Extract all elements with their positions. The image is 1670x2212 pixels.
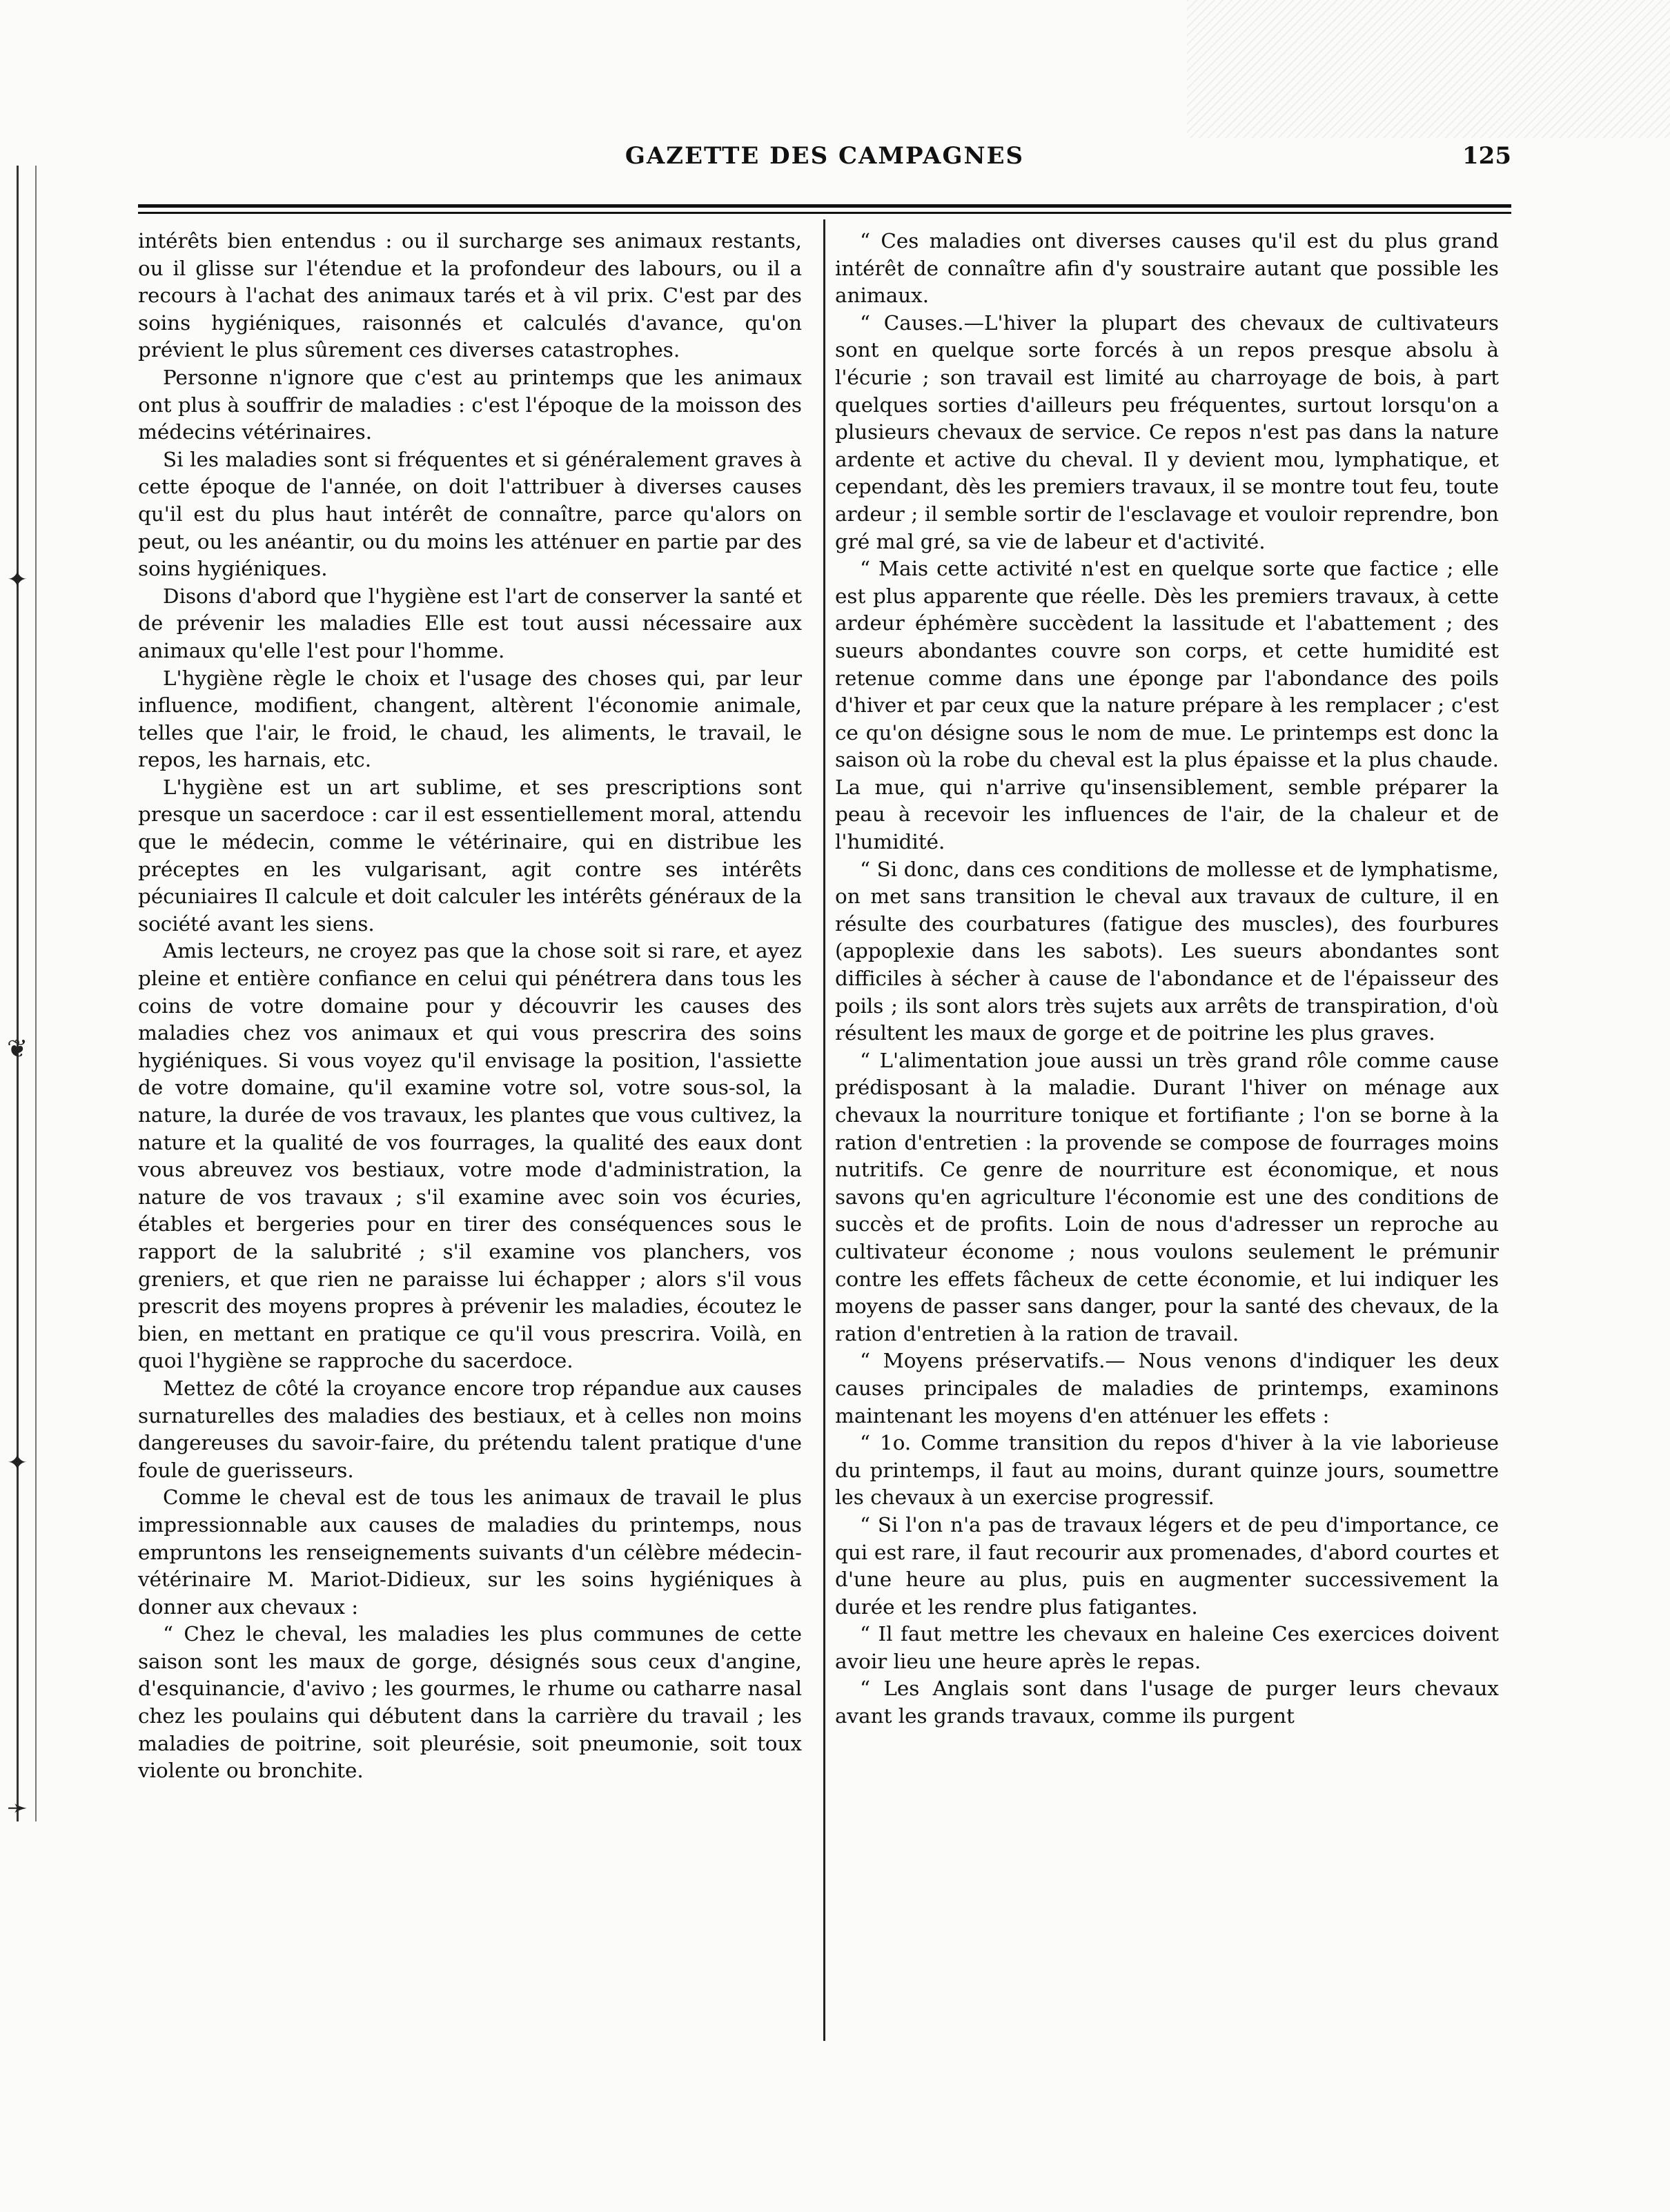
paragraph: “ Ces maladies ont diverses causes qu'il est du plus grand intérêt de connaître afin d'y soustraire autant que possible les animaux. bbox=[835, 229, 1499, 308]
paragraph: L'hygiène règle le choix et l'usage des choses qui, par leur influence, modifient, changent, altèrent l'économie animale, telles que l'air, le froid, le chaud, les aliments, le travail, le repos, les harnais, etc. bbox=[138, 666, 802, 772]
left-column bbox=[138, 228, 802, 1785]
paragraph: L'hygiène est un art sublime, et ses prescriptions sont presque un sacerdoce : car il est essentiellement moral, attendu que le médecin, comme le vétérinaire, qui en distribue les préceptes en les vulgarisant, agit contre ses intérêts pécuniaires Il calcule et doit calculer les intérêts généraux de la société avant les siens. bbox=[138, 775, 802, 936]
paragraph: “ Les Anglais sont dans l'usage de purger leurs chevaux avant les grands travaux, comme ils purgent bbox=[835, 1677, 1499, 1728]
paragraph: Disons d'abord que l'hygiène est l'art de conserver la santé et de prévenir les maladies Elle est tout aussi nécessaire aux animaux qu'elle l'est pour l'homme. bbox=[138, 584, 802, 662]
paragraph: Personne n'ignore que c'est au printemps que les animaux ont plus à souffrir de maladies : c'est l'époque de la moisson des médecins vétérinaires. bbox=[138, 365, 802, 444]
paragraph: Comme le cheval est de tous les animaux de travail le plus impressionnable aux causes de maladies du printemps, nous empruntons les renseignements suivants d'un célèbre médecin-vétérinaire M. Mariot-Didieux, sur les soins hygiéniques à donner aux chevaux : bbox=[138, 1485, 802, 1619]
header-rule-thick bbox=[138, 204, 1511, 208]
binding-edge bbox=[17, 166, 37, 1821]
paragraph: “ Chez le cheval, les maladies les plus communes de cette saison sont les maux de gorge, désignés sous ceux d'angine, d'esquinancie, d'avivo ; les gourmes, le rhume ou catharre nasal chez les poulains qui débutent dans la carrière du travail ; les maladies de poitrine, soit pleurésie, soit pneumonie, soit toux violente ou bronchite. bbox=[138, 1622, 802, 1783]
paragraph: intérêts bien entendus : ou il surcharge ses animaux restants, ou il glisse sur l'étendue et la profondeur des labours, ou il a recours à l'achat des animaux tarés et à vil prix. C'est par des soins hygiéniques, raisonnés et calculés d'avance, qu'on prévient le plus sûrement ces diverses catastrophes. bbox=[138, 229, 802, 362]
paragraph: “ Causes.—L'hiver la plupart des chevaux de cultivateurs sont en quelque sorte forcés à un repos presque absolu à l'écurie ; son travail est limité au charroyage de bois, à part quelques sorties d'ailleurs peu fréquentes, surtout lorsqu'on a plusieurs chevaux de service. Ce repos n'est pas dans la nature ardente et active du cheval. Il y devient mou, lymphatique, et cependant, dès les premiers travaux, il se montre tout feu, toute ardeur ; il semble sortir de l'esclavage et vouloir reprendre, bon gré mal gré, sa vie de labeur et d'activité. bbox=[835, 310, 1499, 553]
paragraph: “ Si l'on n'a pas de travaux légers et de peu d'importance, ce qui est rare, il faut recourir aux promenades, d'abord courtes et d'une heure au plus, puis en augmenter successivement la durée et les rendre plus fatigantes. bbox=[835, 1512, 1499, 1619]
binding-mark: ✦ bbox=[7, 1449, 28, 1477]
paragraph: “ Si donc, dans ces conditions de mollesse et de lymphatisme, on met sans transition le cheval aux travaux de culture, il en résulte des courbatures (fatigue des muscles), des fourbures (appoplexie dans les sabots). Les sueurs abondantes sont difficiles à sécher à cause de l'abondance et de l'épaisseur des poils ; ils sont alors très sujets aux arrêts de transpiration, d'où résultent les maux de gorge et de poitrine les plus graves. bbox=[835, 857, 1499, 1045]
paragraph: “ Mais cette activité n'est en quelque sorte que factice ; elle est plus apparente que réelle. Dès les premiers travaux, à cette ardeur éphémère succèdent la lassitude et l'abattement ; des sueurs abondantes couvre son corps, et cette humidité est retenue comme dans une éponge par l'abondance des poils d'hiver et par ceux que la nature prépare à les remplacer ; c'est ce qu'on désigne sous le nom de mue. Le printemps est donc la saison où la robe du cheval est la plus épaisse et la plus chaude. La mue, qui n'arrive qu'insensiblement, semble préparer la peau à recevoir les influences de l'air, de la chaleur et de l'humidité. bbox=[835, 557, 1499, 854]
running-head bbox=[138, 142, 1511, 177]
paragraph: Si les maladies sont si fréquentes et si généralement graves à cette époque de l'année, on doit l'attribuer à diverses causes qu'il est du plus haut intérêt de connaître, parce qu'alors on peut, ou les anéantir, ou du moins les atténuer en partie par des soins hygiéniques. bbox=[138, 447, 802, 581]
right-column bbox=[835, 228, 1499, 1730]
paragraph: “ 1o. Comme transition du repos d'hiver à la vie laborieuse du printemps, il faut au moins, durant quinze jours, soumettre les chevaux à un exercise progressif. bbox=[835, 1431, 1499, 1510]
header-rule-thin bbox=[138, 212, 1511, 214]
paper-speckle bbox=[1187, 0, 1670, 138]
page-number: 125 bbox=[1462, 142, 1511, 170]
paragraph: Mettez de côté la croyance encore trop répandue aux causes surnaturelles des maladies des bestiaux, et à celles non moins dangereuses du savoir-faire, du prétendu talent pratique d'une foule de guerisseurs. bbox=[138, 1376, 802, 1482]
paragraph: “ Il faut mettre les chevaux en haleine Ces exercices doivent avoir lieu une heure après le repas. bbox=[835, 1622, 1499, 1673]
masthead-title: GAZETTE DES CAMPAGNES bbox=[625, 142, 1025, 170]
binding-mark: ❦ bbox=[7, 1035, 28, 1063]
paragraph: Amis lecteurs, ne croyez pas que la chose soit si rare, et ayez pleine et entière confiance en celui qui pénétrera dans tous les coins de votre domaine pour y découvrir les causes des maladies chez vos animaux et qui vous prescrira des soins hygiéniques. Si vous voyez qu'il envisage la position, l'assiette de votre domaine, qu'il examine votre sol, votre sous-sol, la nature, la durée de vos travaux, les plantes que vous cultivez, la nature et la qualité de vos fourrages, la qualité des eaux dont vous abreuvez vos bestiaux, votre mode d'administration, la nature de vos travaux ; s'il examine avec soin vos écuries, étables et bergeries pour en tirer des conséquences sous le rapport de la salubrité ; s'il examine vos planchers, vos greniers, et que rien ne paraisse lui échapper ; alors s'il vous prescrit des moyens propres à prévenir les maladies, écoutez le bien, en mettant en pratique ce qu'il vous prescrira. Voilà, en quoi l'hygiène se rapproche du sacerdoce. bbox=[138, 939, 802, 1373]
column-divider bbox=[823, 219, 825, 2041]
paragraph: “ L'alimentation joue aussi un très grand rôle comme cause prédisposant à la maladie. Durant l'hiver on ménage aux chevaux la nourriture tonique et fortifiante ; l'on se borne à la ration d'entretien : la provende se compose de fourrages moins nutritifs. Ce genre de nourriture est économique, et nous savons qu'en agriculture l'économie est une des conditions de succès et de profits. Loin de nous d'adresser un reproche au cultivateur économe ; nous voulons seulement le prémunir contre les effets fâcheux de cette économie, et lui indiquer les moyens de passer sans danger, pour la santé des chevaux, de la ration d'entretien à la ration de travail. bbox=[835, 1048, 1499, 1345]
binding-mark: ➛ bbox=[7, 1794, 28, 1822]
paragraph: “ Moyens préservatifs.— Nous venons d'indiquer les deux causes principales de maladies de printemps, examinons maintenant les moyens d'en atténuer les effets : bbox=[835, 1349, 1499, 1428]
binding-mark: ✦ bbox=[7, 566, 28, 594]
